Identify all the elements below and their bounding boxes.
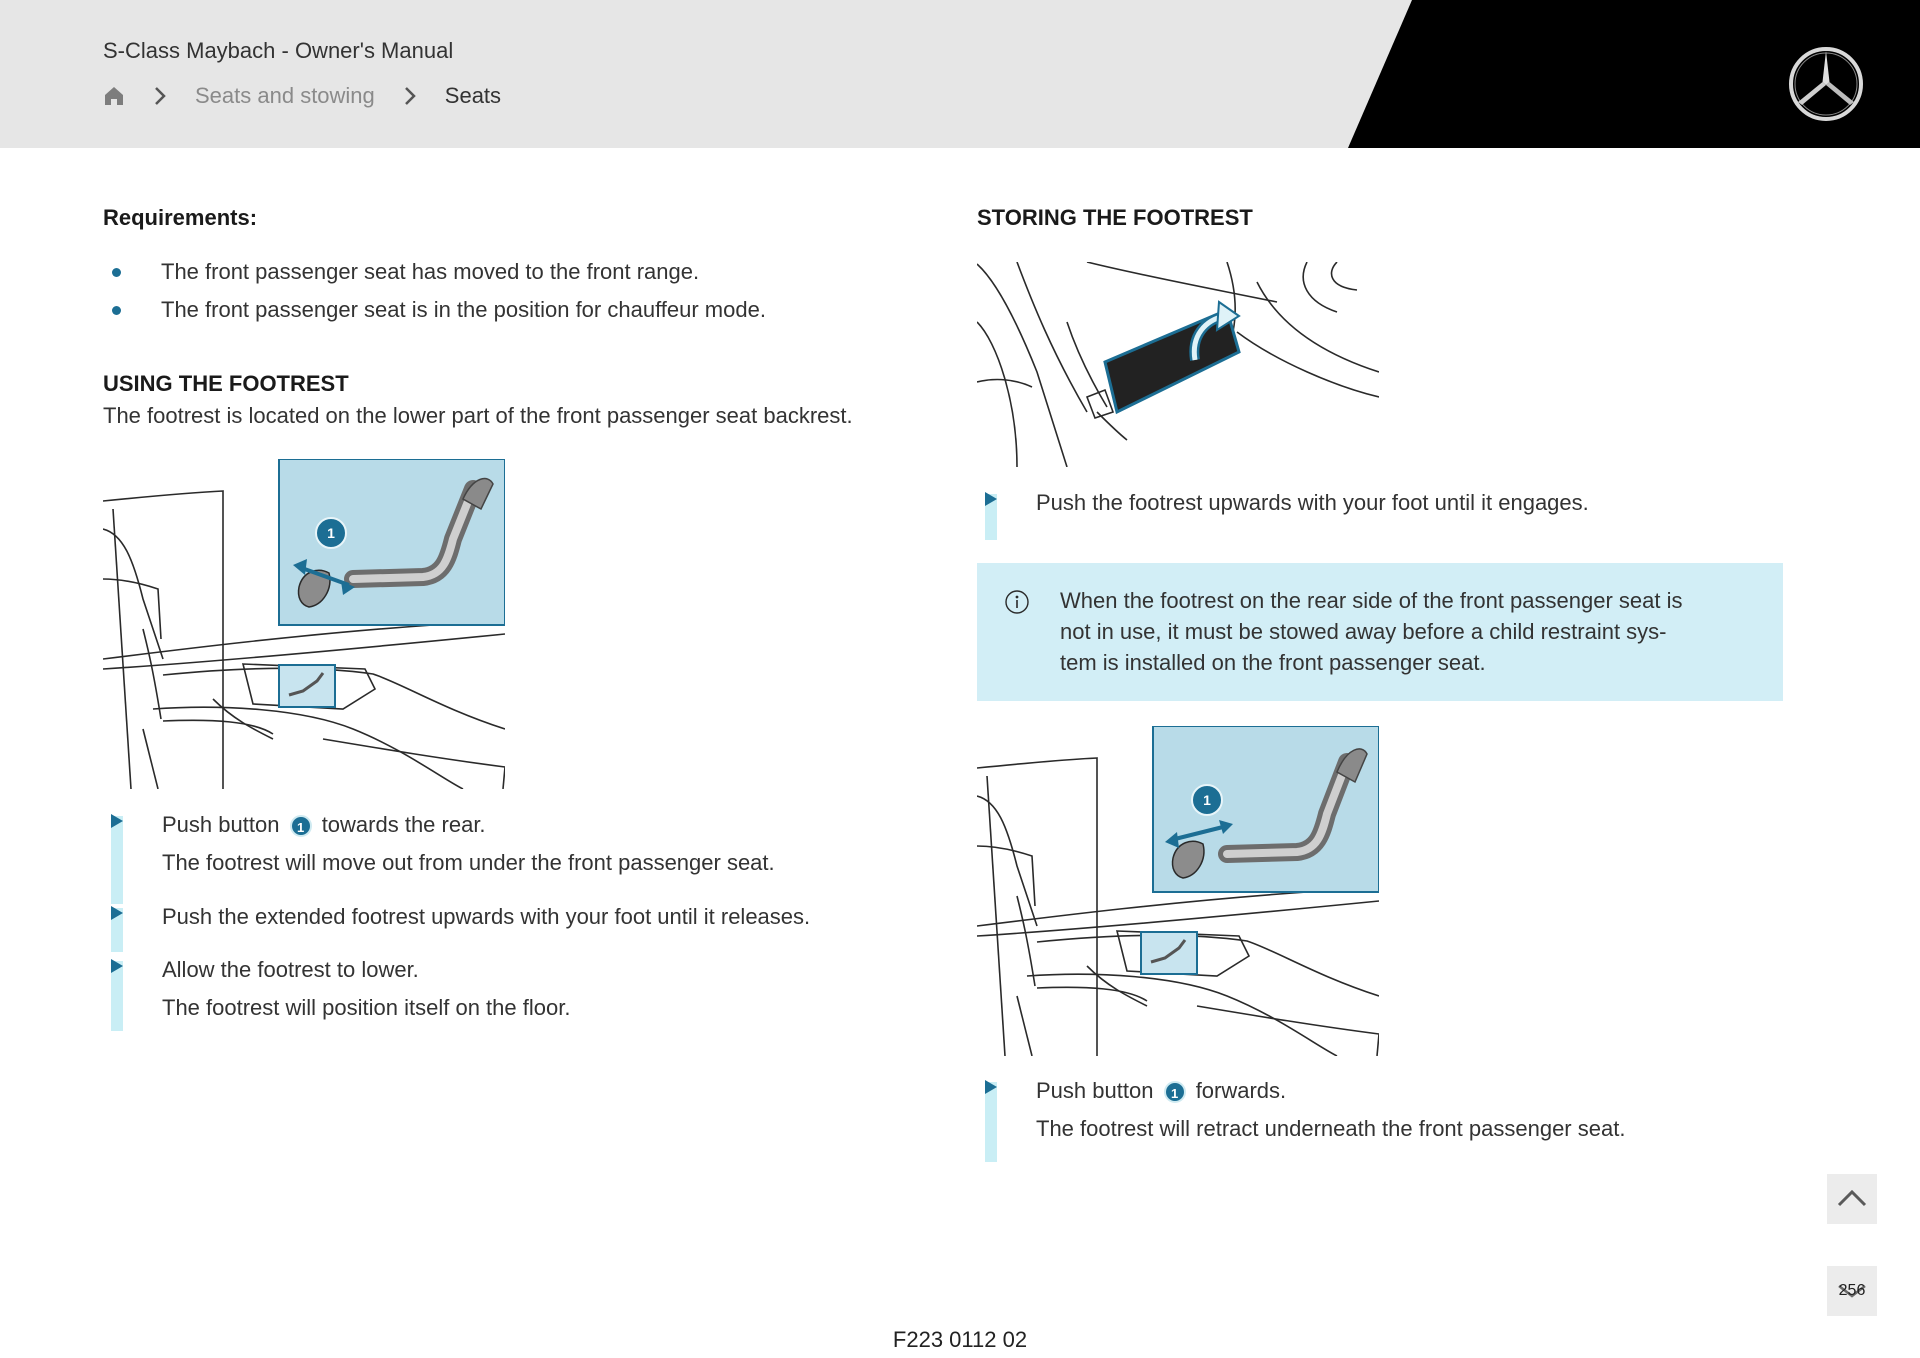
step-text: Push button — [1036, 1078, 1154, 1103]
step-text: Allow the footrest to lower. — [162, 957, 419, 982]
step-arrow-icon — [111, 906, 123, 920]
info-line: tem is installed on the front passenger seat. — [1060, 650, 1486, 675]
step-bar — [985, 1082, 997, 1162]
manual-title: S-Class Maybach - Owner's Manual — [103, 38, 454, 63]
list-item — [103, 253, 923, 291]
step-arrow-icon — [111, 814, 123, 828]
info-icon — [1004, 589, 1030, 615]
step-push-extended-footrest — [103, 898, 923, 936]
footrest-button-forwards-illustration — [977, 726, 1379, 1056]
requirements-list — [103, 253, 923, 329]
footrest-button-illustration — [103, 459, 505, 789]
step-line — [103, 806, 923, 844]
step-arrow-icon — [985, 492, 997, 506]
breadcrumb — [103, 82, 501, 110]
button-1-badge-icon: 1 — [1164, 1081, 1186, 1103]
step-allow-footrest-lower — [103, 951, 923, 1027]
requirements-heading: Requirements: — [103, 205, 258, 230]
list-item-text: The front passenger seat is in the position for chauffeur mode. — [161, 297, 766, 322]
list-item — [103, 291, 923, 329]
button-1-badge-icon: 1 — [290, 815, 312, 837]
storing-footrest-heading: STORING THE FOOTREST — [977, 205, 1253, 230]
step-text: Push button — [162, 812, 280, 837]
step-result: The footrest will move out from under the front passenger seat. — [162, 850, 775, 875]
bullet-icon — [112, 268, 121, 277]
figure-code: F223 0112 02 — [892, 1327, 1028, 1352]
step-result: The footrest will position itself on the floor. — [162, 995, 571, 1020]
step-push-button-rear — [103, 806, 923, 882]
step-bar — [111, 816, 123, 904]
info-line: When the footrest on the rear side of the front passenger seat is — [1060, 588, 1683, 613]
info-note — [977, 563, 1783, 701]
scroll-to-top-button[interactable] — [1827, 1174, 1877, 1224]
step-line — [977, 1072, 1787, 1110]
page-number: 256 — [1838, 1282, 1866, 1299]
breadcrumb-seats-and-stowing[interactable]: Seats and stowing — [195, 83, 375, 108]
bullet-icon — [112, 306, 121, 315]
svg-text:1: 1 — [1203, 792, 1211, 808]
footrest-storing-illustration — [977, 262, 1379, 467]
step-arrow-icon — [985, 1080, 997, 1094]
right-column — [977, 205, 1787, 231]
page-number-button[interactable] — [1827, 1266, 1877, 1316]
step-text: towards the rear. — [321, 812, 486, 837]
page-header — [0, 0, 1920, 148]
using-footrest-text: The footrest is located on the lower part of the front passenger seat backrest. — [103, 403, 853, 428]
step-text: forwards. — [1195, 1078, 1287, 1103]
chevron-right-icon — [151, 85, 169, 107]
step-push-footrest-upwards — [977, 484, 1787, 522]
using-footrest-heading: USING THE FOOTREST — [103, 371, 349, 396]
chevron-right-icon — [401, 85, 419, 107]
svg-text:1: 1 — [327, 525, 335, 541]
breadcrumb-seats: Seats — [444, 83, 502, 108]
info-text — [1060, 585, 1740, 678]
header-black-band — [0, 0, 1920, 148]
step-text: Push the footrest upwards with your foot until it engages. — [1036, 490, 1589, 515]
step-text: Push the extended footrest upwards with your foot until it releases. — [162, 904, 811, 929]
chevron-up-icon — [1827, 1174, 1877, 1224]
home-icon[interactable] — [103, 85, 125, 107]
brand-star-logo-icon[interactable] — [1788, 46, 1864, 122]
step-push-button-forwards — [977, 1072, 1787, 1148]
left-column — [103, 205, 923, 431]
step-arrow-icon — [111, 959, 123, 973]
list-item-text: The front passenger seat has moved to the front range. — [161, 259, 700, 284]
step-result: The footrest will retract underneath the front passenger seat. — [1036, 1116, 1626, 1141]
info-line: not in use, it must be stowed away before a child restraint sys- — [1060, 619, 1667, 644]
